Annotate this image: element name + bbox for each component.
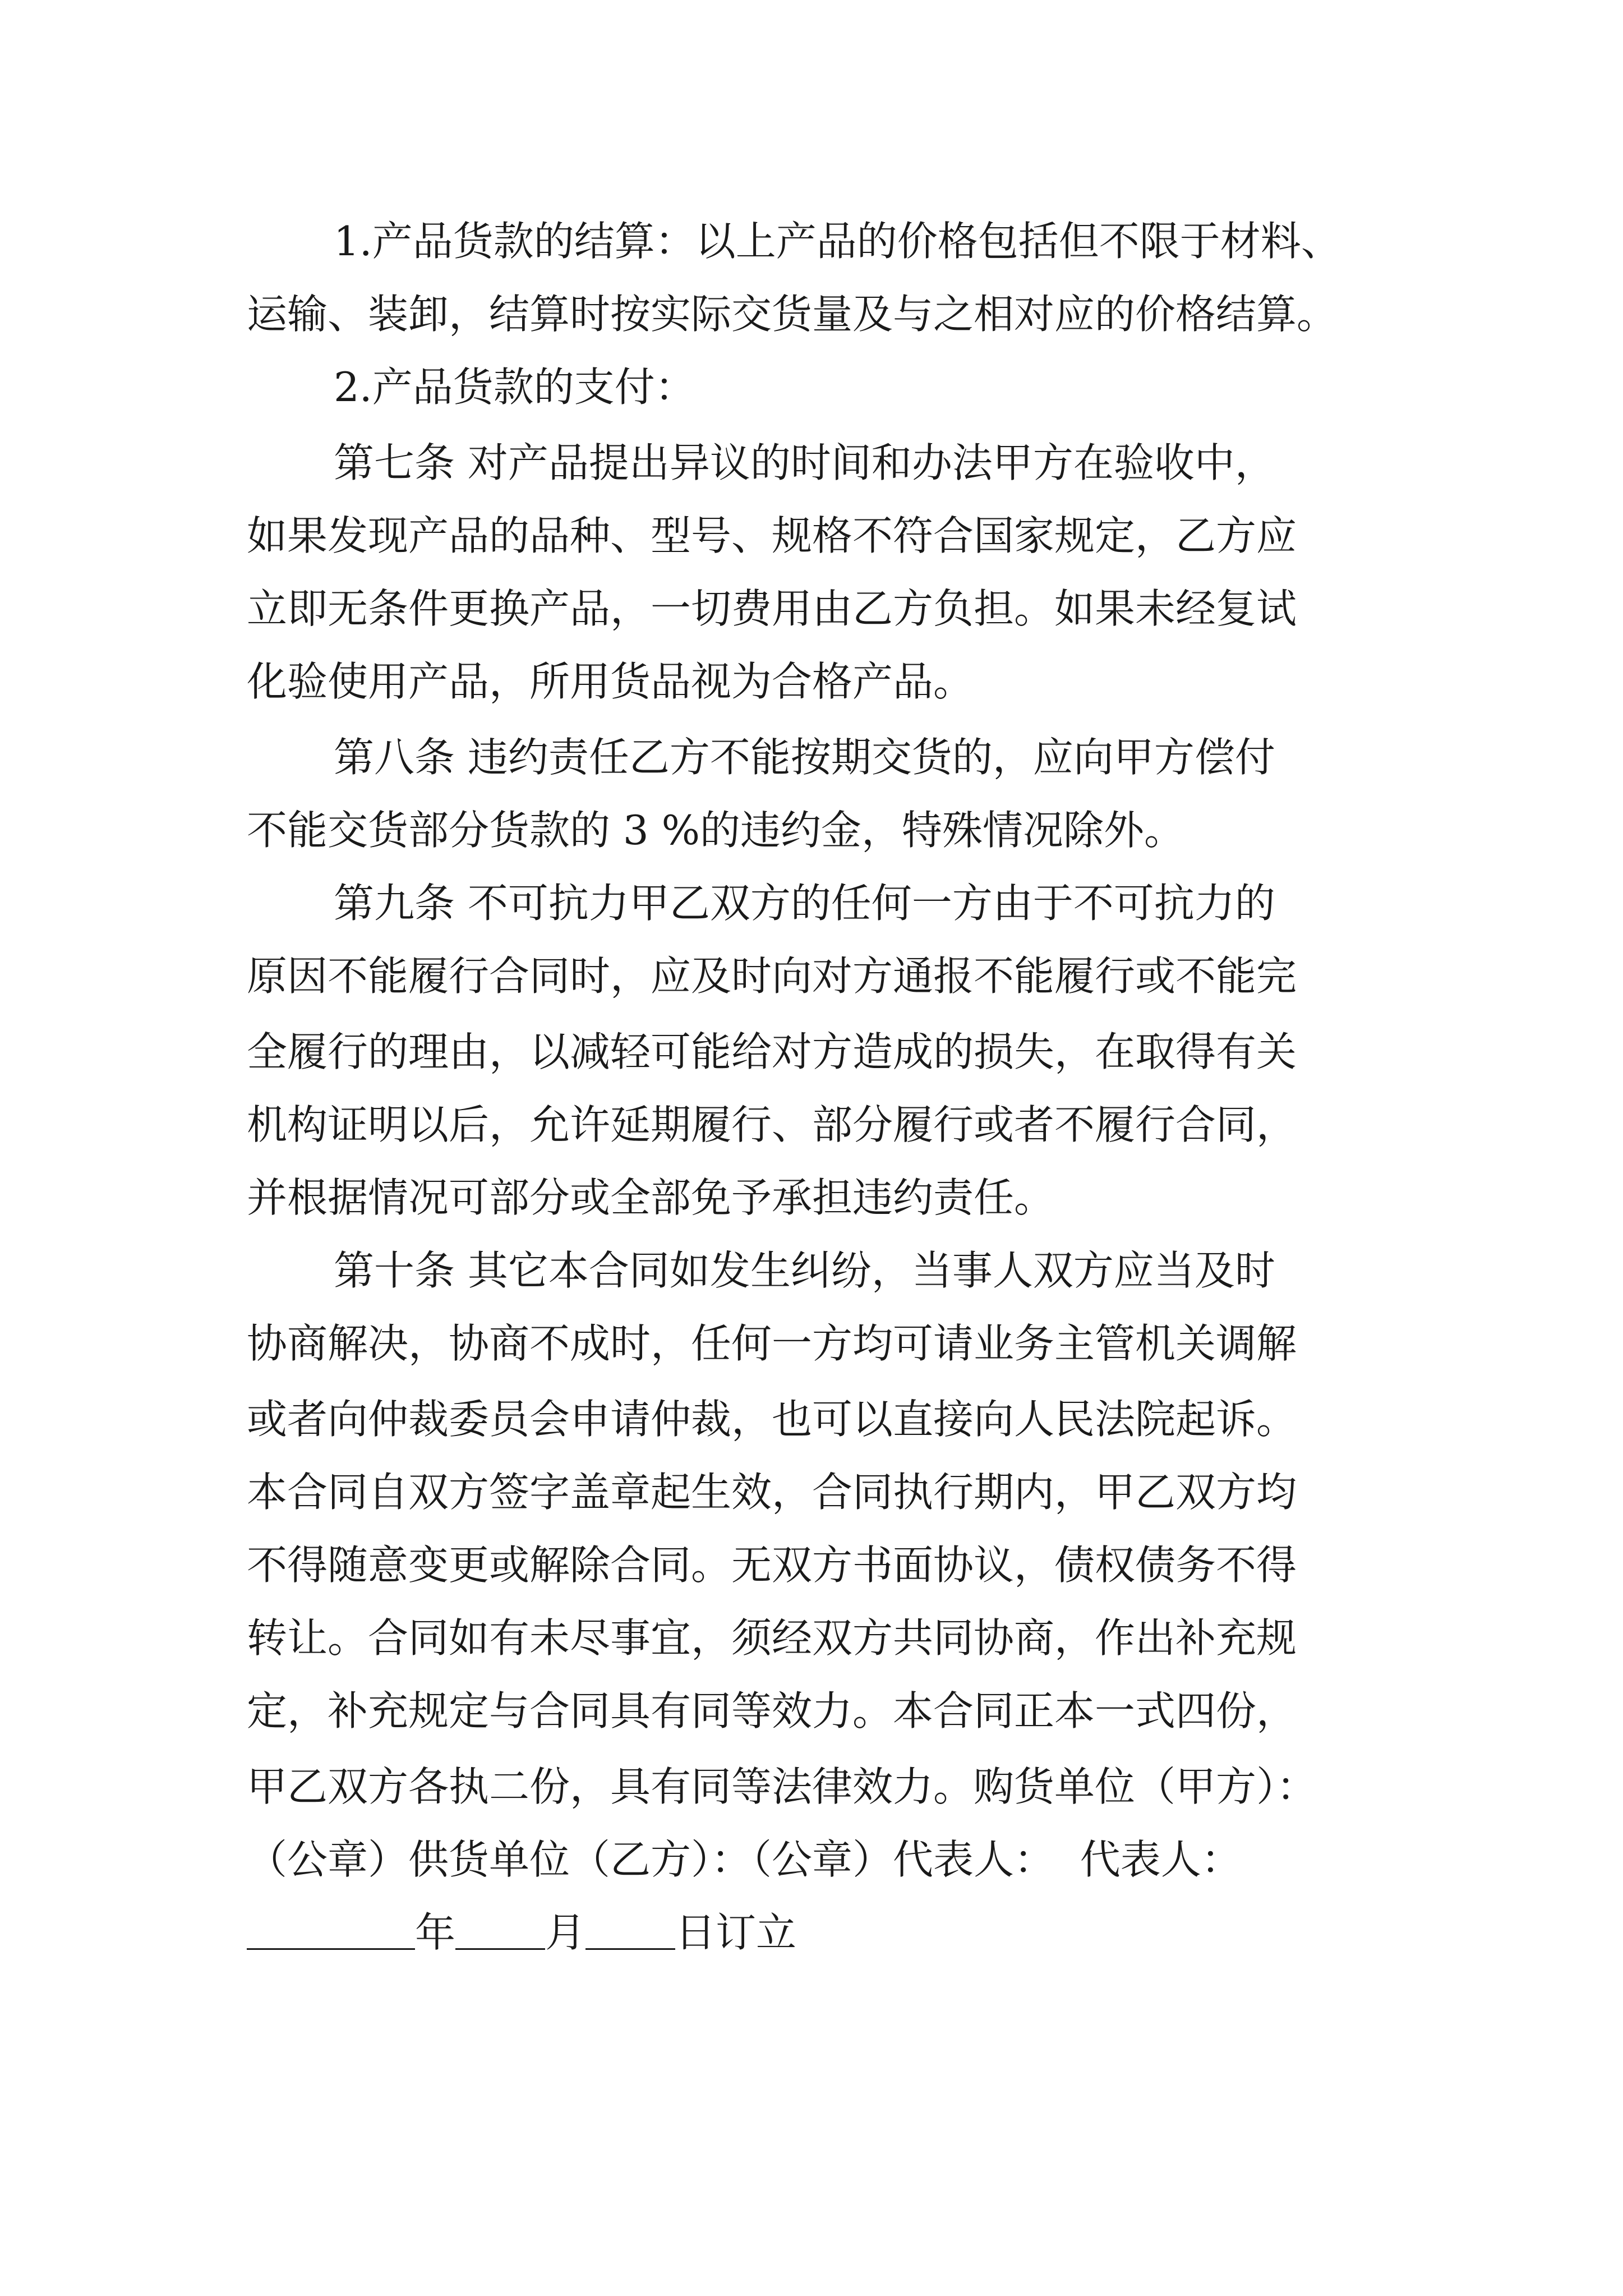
month-label: 月 <box>545 1909 586 1956</box>
paragraph-line: 本合同自双方签字盖章起生效，合同执行期内，甲乙双方均 <box>247 1469 1297 1516</box>
month-blank[interactable] <box>455 1904 545 1950</box>
year-blank[interactable] <box>247 1904 415 1950</box>
paragraph-line: 不得随意变更或解除合同。无双方书面协议，债权债务不得 <box>247 1542 1297 1589</box>
paragraph-line: 协商解决，协商不成时，任何一方均可请业务主管机关调解 <box>247 1320 1297 1367</box>
paragraph-line: 化验使用产品，所用货品视为合格产品。 <box>247 658 974 705</box>
paragraph-line: 并根据情况可部分或全部免予承担违约责任。 <box>247 1174 1055 1221</box>
paragraph-line: 立即无条件更换产品，一切费用由乙方负担。如果未经复试 <box>247 585 1297 632</box>
paragraph-line: 定，补充规定与合同具有同等效力。本合同正本一式四份， <box>247 1687 1297 1734</box>
paragraph-line: 或者向仲裁委员会申请仲裁，也可以直接向人民法院起诉。 <box>247 1396 1297 1443</box>
paragraph-line: 机构证明以后，允许延期履行、部分履行或者不履行合同， <box>247 1101 1297 1148</box>
day-blank[interactable] <box>585 1904 675 1950</box>
paragraph-line: 2.产品货款的支付： <box>334 364 695 411</box>
paragraph-line: 转让。合同如有未尽事宜，须经双方共同协商，作出补充规 <box>247 1614 1297 1662</box>
article-9-heading-line: 第九条 不可抗力甲乙双方的任何一方由于不可抗力的 <box>334 880 1275 927</box>
signature-line: （公章）供货单位（乙方）：（公章）代表人： 代表人： <box>247 1836 1242 1883</box>
paragraph-line: 1.产品货款的结算：以上产品的价格包括但不限于材料、 <box>334 218 1341 265</box>
paragraph-line: 如果发现产品的品种、型号、规格不符合国家规定，乙方应 <box>247 512 1297 559</box>
year-label: 年 <box>415 1909 456 1956</box>
day-label: 日订立 <box>675 1909 797 1956</box>
date-line <box>247 1904 796 1961</box>
article-10-heading-line: 第十条 其它本合同如发生纠纷，当事人双方应当及时 <box>334 1247 1275 1294</box>
article-8-heading-line: 第八条 违约责任乙方不能按期交货的，应向甲方偿付 <box>334 734 1275 781</box>
paragraph-line: 不能交货部分货款的 3 %的违约金，特殊情况除外。 <box>247 807 1184 854</box>
paragraph-line: 全履行的理由，以减轻可能给对方造成的损失，在取得有关 <box>247 1028 1297 1075</box>
paragraph-line: 运输、装卸，结算时按实际交货量及与之相对应的价格结算。 <box>247 291 1338 338</box>
paragraph-line: 原因不能履行合同时，应及时向对方通报不能履行或不能完 <box>247 953 1297 1000</box>
article-7-heading-line: 第七条 对产品提出异议的时间和办法甲方在验收中， <box>334 439 1275 486</box>
paragraph-line: 甲乙双方各执二份，具有同等法律效力。购货单位（甲方）： <box>247 1763 1317 1810</box>
